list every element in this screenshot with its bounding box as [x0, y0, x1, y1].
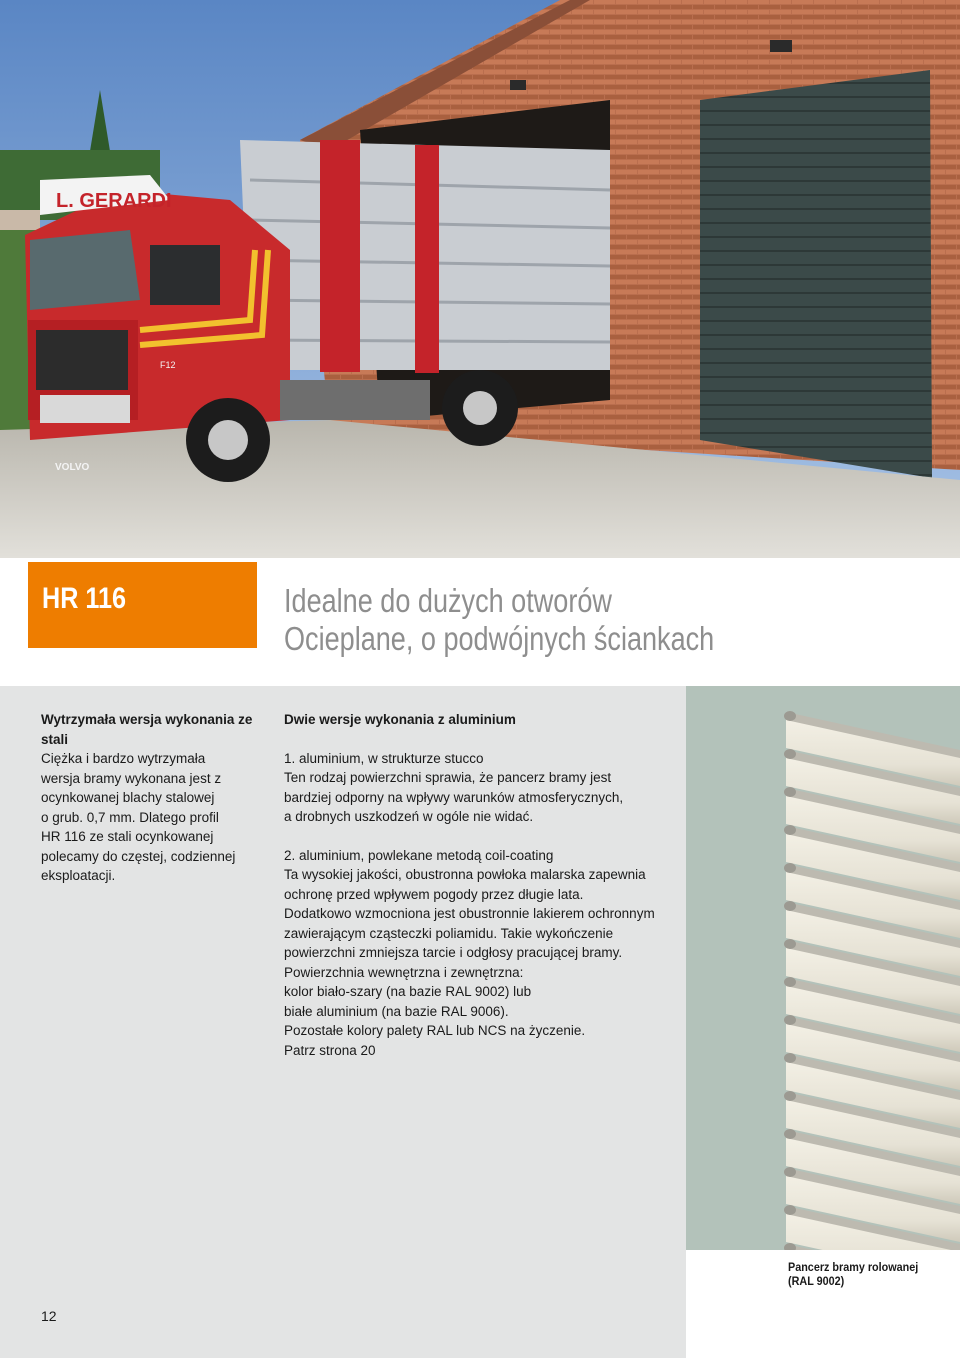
slat-end: [784, 787, 796, 797]
slat-end: [784, 1091, 796, 1101]
truck-name-text: L. GERARDI: [56, 190, 172, 212]
caption-line-2: (RAL 9002): [788, 1274, 845, 1288]
model-title: HR 116: [42, 582, 127, 615]
steel-version-column: [41, 710, 261, 886]
slat-end: [784, 1167, 796, 1177]
option-2-line: Ta wysokiej jakości, obustronna powłoka malarska zapewnia: [284, 867, 646, 882]
option-1-line: a drobnych uszkodzeń w ogóle nie widać.: [284, 809, 534, 824]
slat-end: [784, 1129, 796, 1139]
slat-end: [784, 1015, 796, 1025]
option-1-title: 1. aluminium, w strukturze stucco: [284, 750, 484, 766]
truck-brand-text: VOLVO: [55, 462, 90, 473]
slat-end: [784, 825, 796, 835]
option-2-line: zawierającym cząsteczki poliamidu. Takie wykończenie: [284, 925, 614, 941]
slat-end: [784, 749, 796, 759]
steel-line: wersja bramy wykonana jest z: [41, 770, 222, 786]
option-2-line: białe aluminium (na bazie RAL 9006).: [284, 1003, 509, 1019]
steel-line: ocynkowanej blachy stalowej: [41, 790, 215, 805]
slat-end: [784, 977, 796, 987]
steel-line: HR 116 ze stali ocynkowanej: [41, 829, 214, 844]
option-2-title: 2. aluminium, powlekane metodą coil-coating: [284, 847, 554, 863]
steel-line: polecamy do częstej, codziennej: [41, 848, 236, 864]
option-2-line: kolor biało-szary (na bazie RAL 9002) lub: [284, 984, 532, 999]
slat-end: [784, 901, 796, 911]
option-2-line: Powierzchnia wewnętrzna i zewnętrzna:: [284, 964, 524, 980]
headline-line-1: Idealne do dużych otworów: [284, 582, 612, 619]
steel-line: o grub. 0,7 mm. Dlatego profil: [41, 809, 219, 825]
page-number: 12: [41, 1308, 57, 1324]
steel-line: Ciężka i bardzo wytrzymała: [41, 751, 206, 766]
slat-end: [784, 863, 796, 873]
truck-model-badge: F12: [160, 360, 176, 370]
image-caption: [788, 1260, 941, 1288]
steel-line: eksploatacji.: [41, 868, 116, 883]
slat-end: [784, 1053, 796, 1063]
see-page-reference: Patrz strona 20: [284, 1042, 376, 1058]
option-2-line: Pozostałe kolory palety RAL lub NCS na życzenie.: [284, 1023, 586, 1038]
slat-end: [784, 939, 796, 949]
roller-shutter-slats-photo: [686, 686, 960, 1250]
option-2-line: powierzchni zmniejsza tarcie i odgłosy pracującej bramy.: [284, 945, 623, 960]
page-headline: [284, 582, 714, 658]
slat-end: [784, 1205, 796, 1215]
steel-heading: Wytrzymała wersja wykonania ze stali: [41, 712, 253, 747]
caption-line-1: Pancerz bramy rolowanej: [788, 1260, 919, 1274]
aluminium-versions-column: [284, 710, 674, 1060]
aluminium-heading: Dwie wersje wykonania z aluminium: [284, 712, 516, 727]
option-1-line: Ten rodzaj powierzchni sprawia, że pancerz bramy jest: [284, 770, 612, 785]
slat-end: [784, 711, 796, 721]
headline-line-2: Ocieplane, o podwójnych ściankach: [284, 620, 715, 657]
hero-photo-truck-garage: [0, 0, 960, 558]
option-2-line: Dodatkowo wzmocniona jest obustronnie lakierem ochronnym: [284, 906, 655, 921]
option-2-line: ochronę przed wpływem pogody przez długie lata.: [284, 886, 584, 902]
option-1-line: bardziej odporny na wpływy warunków atmosferycznych,: [284, 789, 624, 805]
